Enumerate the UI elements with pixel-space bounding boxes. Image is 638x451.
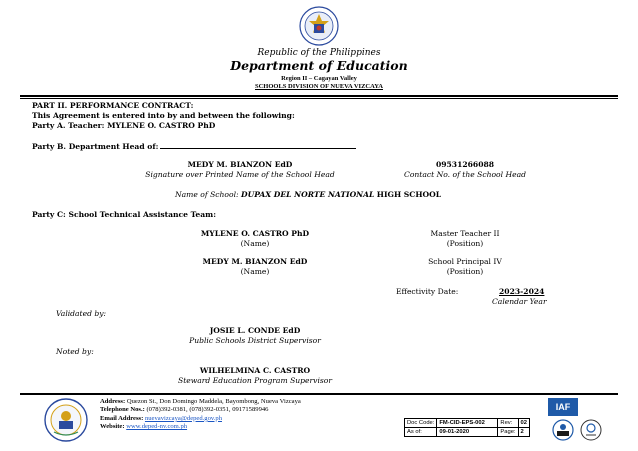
school-head-caption: Signature over Printed Name of the School Head bbox=[145, 170, 335, 179]
effectivity-label: Effectivity Date: bbox=[396, 287, 459, 296]
part-title: PART II. PERFORMANCE CONTRACT: bbox=[32, 101, 194, 110]
website-link[interactable]: www.deped-nv.com.ph bbox=[126, 423, 188, 431]
doc-code-label: Doc Code: bbox=[405, 419, 437, 428]
agreement-line: This Agreement is entered into by and between the following: bbox=[32, 111, 295, 120]
school-name-italic: DUPAX DEL NORTE NATIONAL bbox=[240, 190, 375, 199]
iaf-cert-icon bbox=[548, 398, 578, 416]
iaf-text: IAF bbox=[555, 402, 571, 412]
address-value: Quezon St., Don Domingo Maddela, Bayombong, Nueva Vizcaya bbox=[126, 398, 301, 405]
noter-title: Steward Education Program Supervisor bbox=[178, 376, 332, 385]
contact-caption: Contact No. of the School Head bbox=[404, 170, 526, 179]
department-head-blank bbox=[160, 141, 356, 149]
telephone-label: Telephone Nos.: bbox=[100, 406, 145, 414]
school-name-rest: HIGH SCHOOL bbox=[376, 190, 442, 199]
as-of-value: 09-01-2020 bbox=[437, 428, 498, 437]
doc-code-value: FM-CID-EPS-002 bbox=[437, 419, 498, 428]
team-member-position-caption: (Position) bbox=[446, 267, 484, 276]
school-name-line bbox=[175, 190, 441, 199]
team-member-name: MEDY M. BIANZON EdD bbox=[202, 257, 308, 266]
page-value: 2 bbox=[518, 428, 529, 437]
rev-value: 02 bbox=[518, 419, 529, 428]
team-member-position-caption: (Position) bbox=[446, 239, 484, 248]
deped-seal-icon bbox=[299, 6, 339, 46]
party-b-label: Party B. Department Head of: bbox=[32, 142, 159, 151]
validated-label: Validated by: bbox=[56, 309, 107, 318]
school-head-contact: 09531266088 bbox=[435, 160, 495, 169]
website-label: Website: bbox=[100, 423, 125, 431]
telephone-value: (078)392-0381, (078)392-0351, 09171589946 bbox=[146, 406, 269, 414]
document-control-table bbox=[404, 418, 530, 437]
header-divider bbox=[20, 95, 618, 97]
email-label: Email Address: bbox=[100, 414, 144, 422]
certification-badge-icon bbox=[580, 419, 602, 441]
effectivity-value: 2023-2024 bbox=[499, 287, 545, 296]
party-c: Party C: School Technical Assistance Team: bbox=[32, 210, 217, 219]
footer-divider bbox=[20, 393, 618, 395]
validator-title: Public Schools District Supervisor bbox=[189, 336, 321, 345]
school-head-name: MEDY M. BIANZON EdD bbox=[187, 160, 293, 169]
team-member-position: School Principal IV bbox=[428, 257, 502, 266]
team-member-name: MYLENE O. CASTRO PhD bbox=[200, 229, 310, 238]
school-label: Name of School: bbox=[175, 190, 239, 199]
page-label: Page: bbox=[498, 428, 518, 437]
email-link[interactable]: nuevavizcaya@deped.gov.ph bbox=[144, 414, 222, 422]
as-of-label: As of: bbox=[405, 428, 437, 437]
validator-name: JOSIE L. CONDE EdD bbox=[209, 326, 301, 335]
team-member-position: Master Teacher II bbox=[430, 229, 500, 238]
team-member-name-caption: (Name) bbox=[240, 239, 270, 248]
party-a: Party A. Teacher: MYLENE O. CASTRO PhD bbox=[32, 121, 216, 130]
rev-label: Rev: bbox=[498, 419, 518, 428]
team-member-name-caption: (Name) bbox=[240, 267, 270, 276]
iso-cert-icon bbox=[552, 419, 574, 441]
header-divider-thin bbox=[20, 98, 618, 99]
region-line: Region II – Cagayan Valley bbox=[281, 75, 357, 82]
division-line: SCHOOLS DIVISION OF NUEVA VIZCAYA bbox=[255, 83, 383, 90]
republic-line: Republic of the Philippines bbox=[257, 48, 381, 58]
noter-name: WILHELMINA C. CASTRO bbox=[199, 366, 311, 375]
noted-label: Noted by: bbox=[56, 347, 94, 356]
effectivity-caption: Calendar Year bbox=[492, 297, 547, 306]
department-title: Department of Education bbox=[230, 58, 408, 73]
address-label: Address: bbox=[100, 398, 126, 405]
footer-contact bbox=[100, 398, 301, 432]
division-seal-icon bbox=[44, 398, 88, 442]
party-b bbox=[32, 141, 356, 151]
